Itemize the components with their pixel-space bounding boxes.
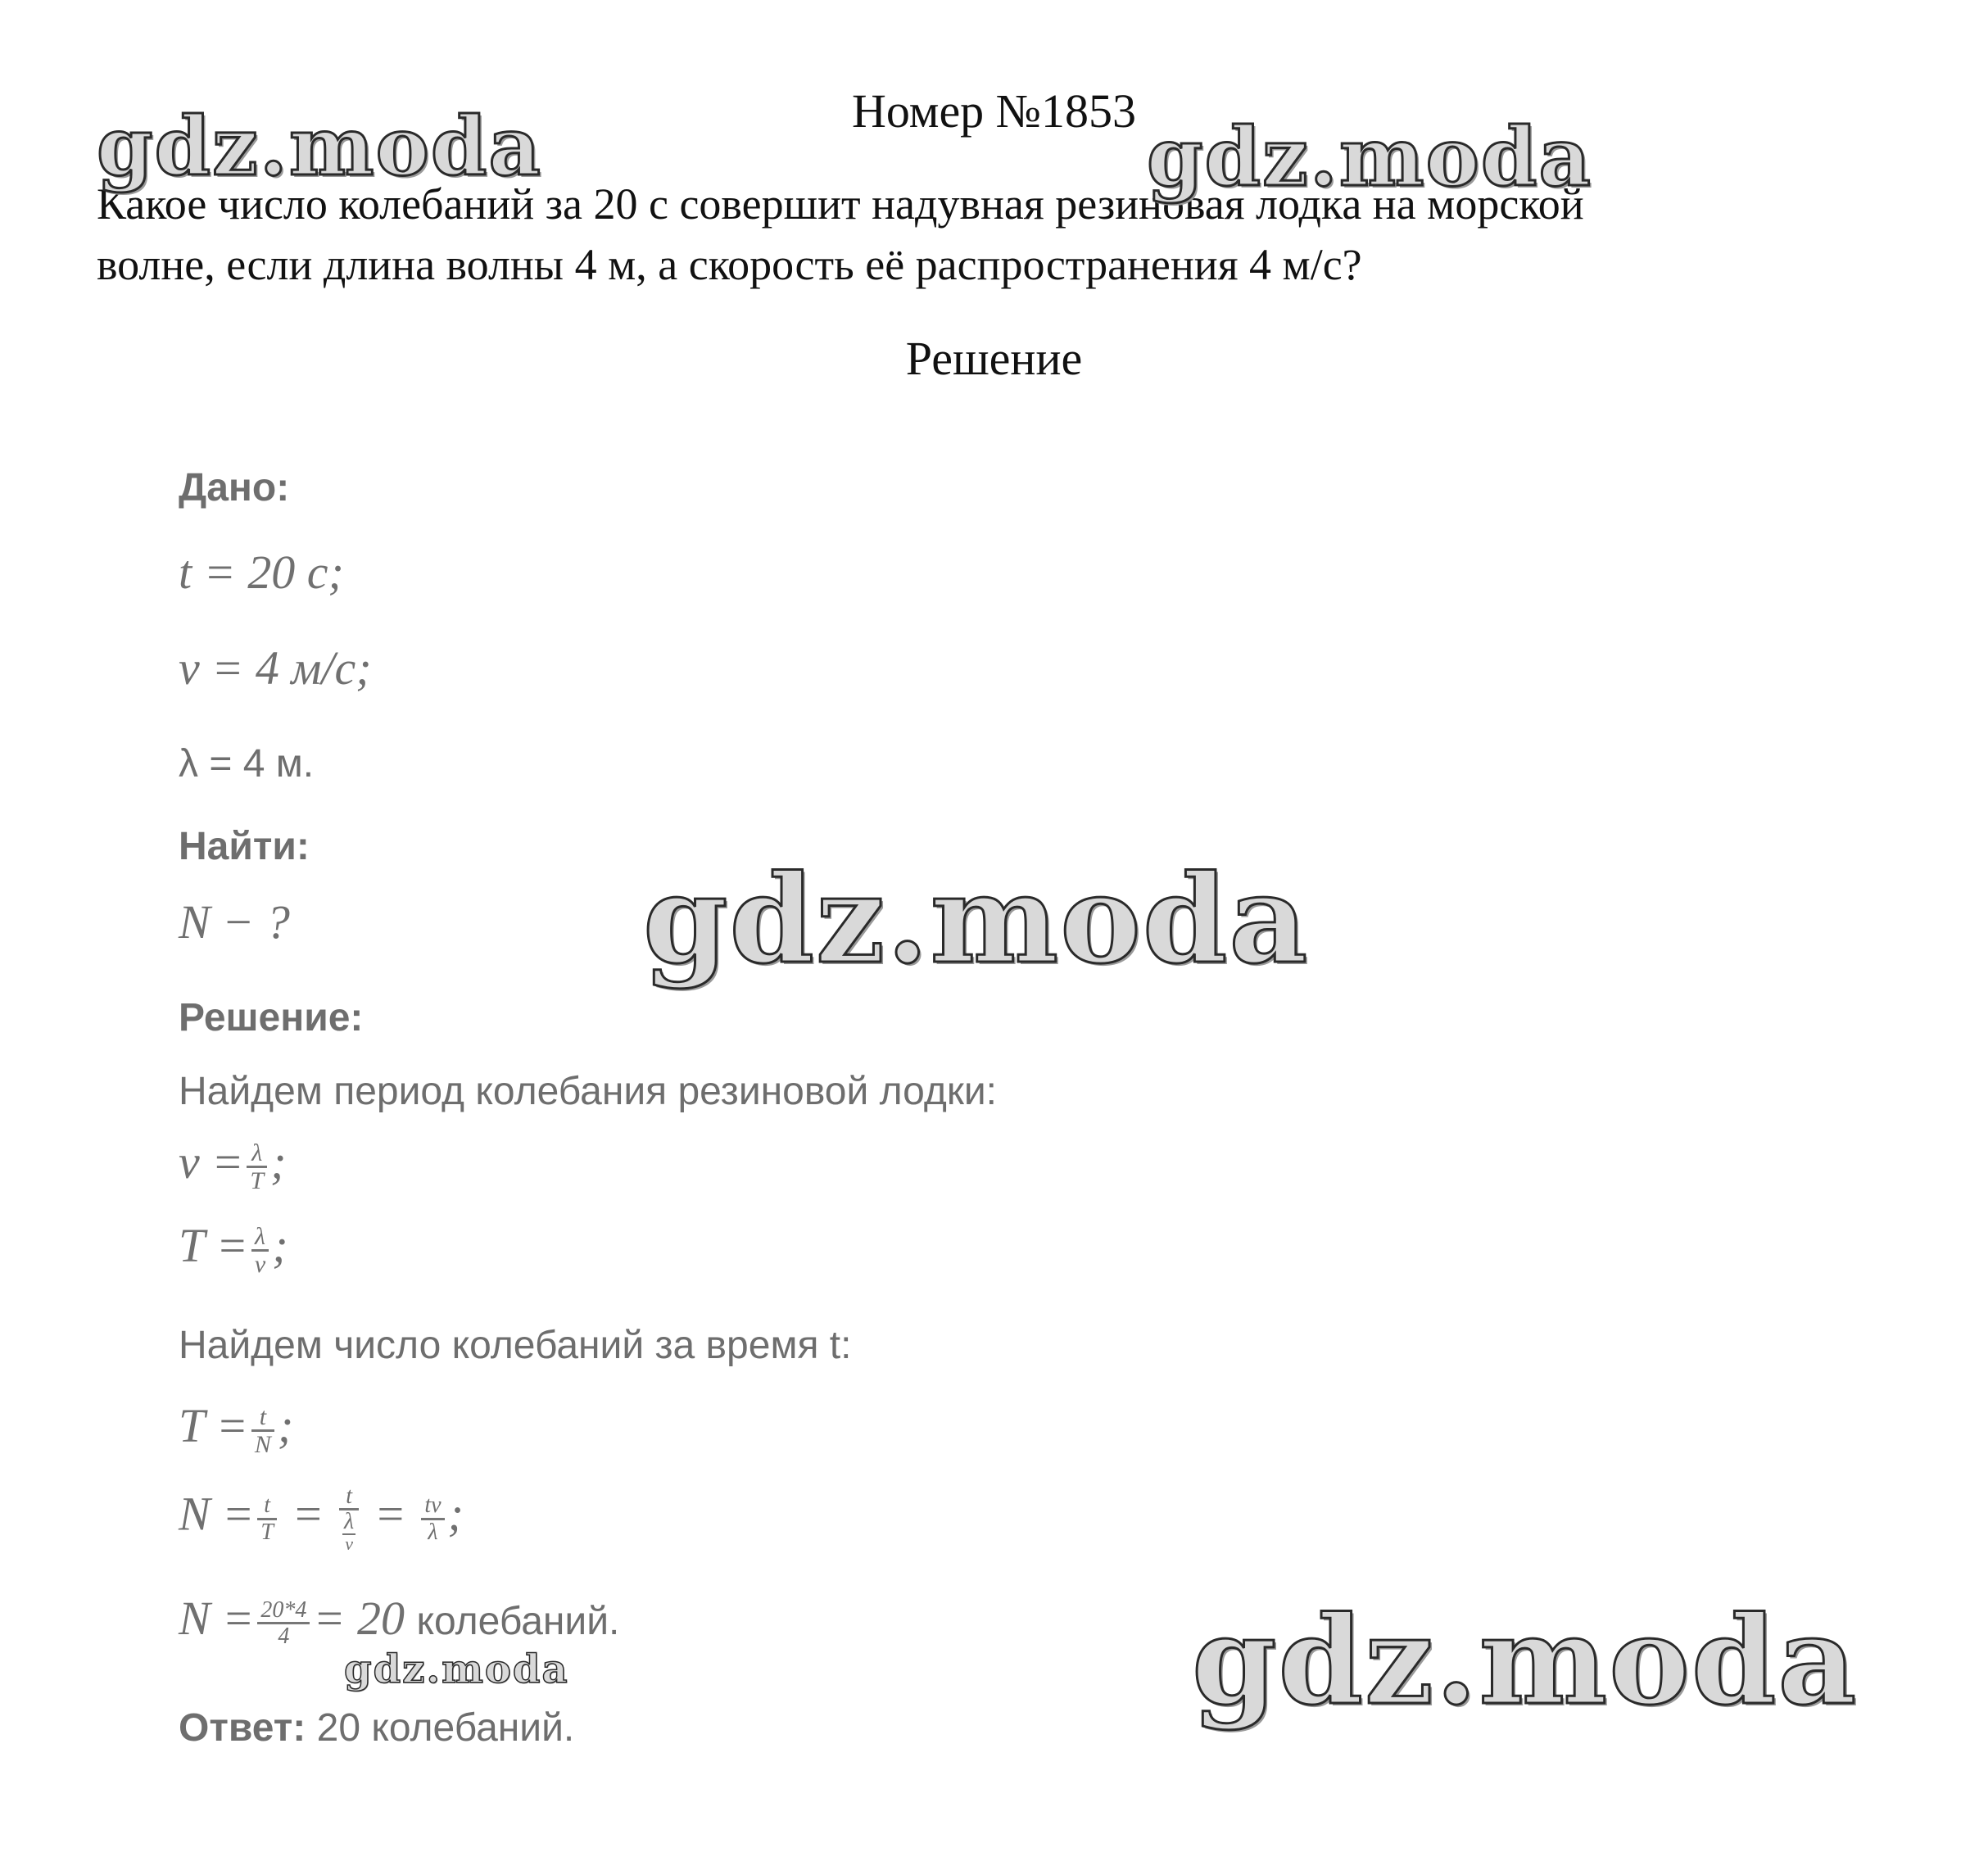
formula-v-lhs: v = (179, 1135, 244, 1189)
given-t: t = 20 с; (179, 546, 344, 599)
find-label: Найти: (179, 825, 310, 868)
nested-fraction: t λ v (339, 1484, 359, 1553)
given-lambda: λ = 4 м. (179, 742, 315, 786)
task-line-1: Какое число колебаний за 20 с совершит надувная резиновая лодка на морской (97, 179, 1584, 229)
formula-T-fraction: $\frac{\lambda}{v}$ (251, 1224, 269, 1278)
step1-text: Найдем период колебания резиновой лодки: (179, 1070, 997, 1113)
watermark: gdz.moda (97, 100, 542, 194)
answer-label: Ответ: (179, 1706, 306, 1750)
answer (179, 1705, 574, 1750)
formula-N-result: N = $\frac{20*4}{4}$ = 20 колебаний. (179, 1592, 620, 1650)
watermark-small: gdz.moda (344, 1646, 569, 1692)
task-line-2: волне, если длина волны 4 м, а скорость её распространения 4 м/с? (97, 240, 1362, 289)
solution-label: Решение: (179, 996, 364, 1039)
formula-T-tN-fraction: $\frac{t}{N}$ (251, 1404, 274, 1458)
solution-heading: Решение (905, 332, 1083, 385)
watermark: gdz.moda (1147, 111, 1592, 205)
formula-N: N = $\frac{t}{T}$ = t λ v = $\frac{tv}{\lambda}$ ; (179, 1483, 464, 1555)
given-label: Дано: (179, 466, 290, 510)
formula-T-lhs: T = (179, 1219, 248, 1272)
formula-T-tN: T = $\frac{t}{N}$ ; (179, 1399, 294, 1459)
formula-v-fraction: $\frac{\lambda}{T}$ (247, 1140, 267, 1194)
watermark: gdz.moda (643, 848, 1310, 990)
answer-value: 20 колебаний. (316, 1706, 575, 1750)
page-title: Номер №1853 (851, 84, 1137, 138)
formula-T: T = $\frac{\lambda}{v}$ ; (179, 1219, 288, 1279)
find-N: N − ? (179, 895, 290, 949)
given-v: v = 4 м/с; (179, 641, 372, 695)
formula-v: v = $\frac{\lambda}{T}$ ; (179, 1135, 287, 1195)
watermark: gdz.moda (1192, 1589, 1859, 1732)
step2-text: Найдем число колебаний за время t: (179, 1324, 852, 1367)
